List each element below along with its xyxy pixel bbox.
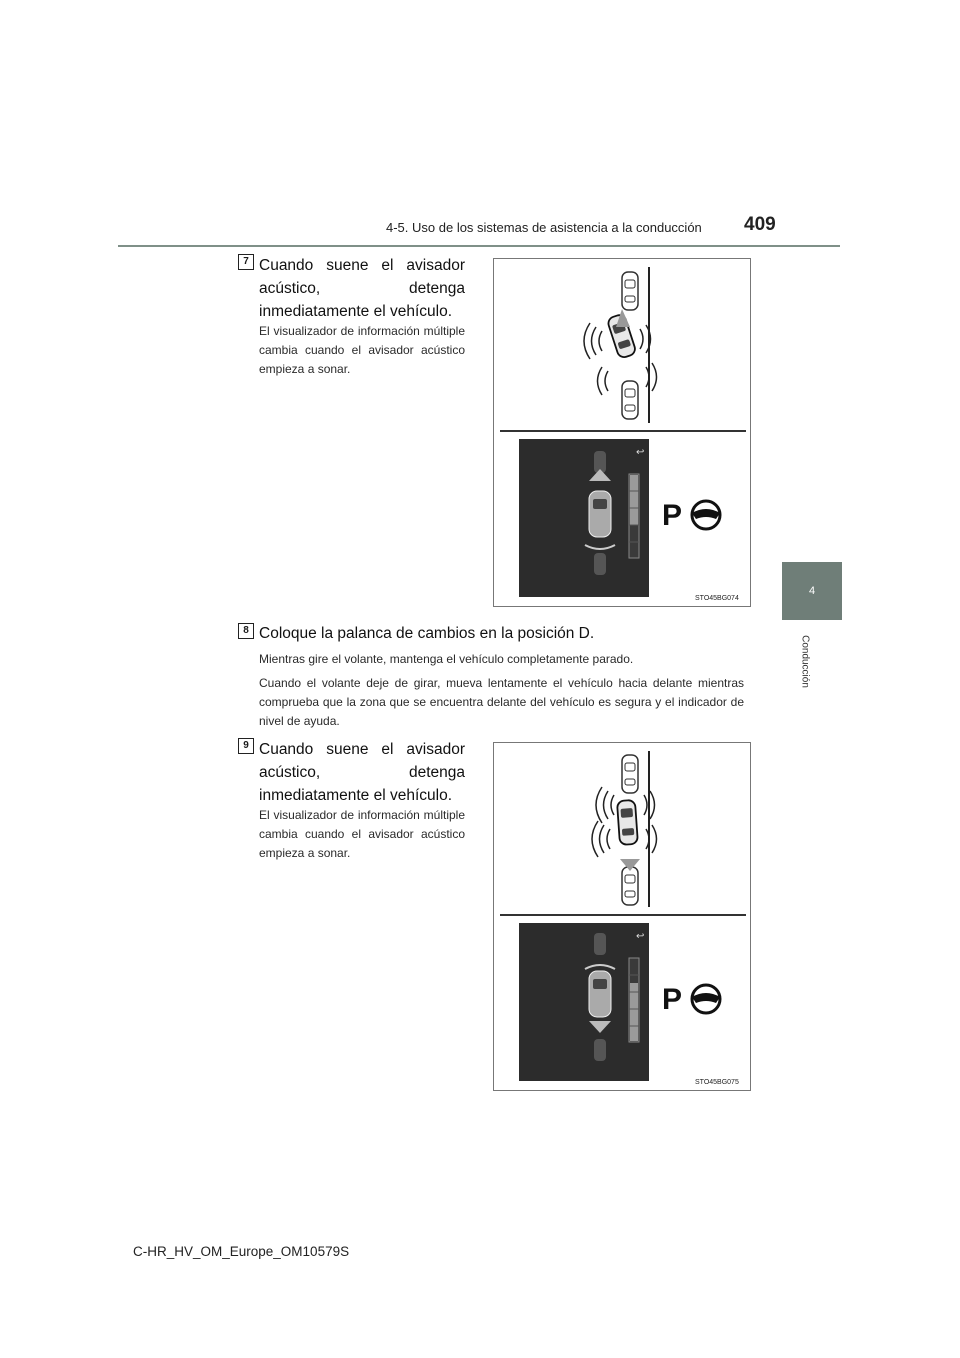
- section-title: 4-5. Uso de los sistemas de asistencia a la conducción: [386, 220, 702, 235]
- step-7-title: Cuando suene el avisador acústico, detenga inmediatamente el vehículo.: [259, 257, 465, 320]
- display-car-icon: [589, 491, 611, 537]
- step-number-8: 8: [238, 623, 254, 639]
- back-icon: ↩: [636, 931, 645, 942]
- step-7-description: El visualizador de información múltiple cambia cuando el avisador acústico empieza a sonar.: [259, 324, 465, 376]
- assist-level-bar: [629, 474, 639, 558]
- figure-code: STO45BG074: [695, 595, 739, 602]
- steering-wheel-icon: [692, 501, 720, 529]
- move-backward-arrow-icon: [589, 1021, 611, 1033]
- page-number: 409: [744, 214, 776, 235]
- step-number-7: 7: [238, 254, 254, 270]
- header-rule: [118, 245, 840, 247]
- steering-indicator: [662, 979, 732, 1019]
- figure-code: STO45BG075: [695, 1079, 739, 1086]
- car-ahead-icon: [622, 272, 638, 310]
- parking-p-label: P: [662, 499, 683, 532]
- chapter-tab: 4: [782, 562, 842, 620]
- multi-information-display: [519, 923, 649, 1081]
- steering-wheel-icon: [692, 985, 720, 1013]
- parking-p-label: P: [662, 983, 683, 1016]
- car-behind-icon: [622, 867, 638, 905]
- chapter-label-text: Conducción: [799, 635, 811, 688]
- multi-information-display: [519, 439, 649, 597]
- step-8-title: Coloque la palanca de cambios en la posición D.: [259, 625, 595, 642]
- parking-illustration-reverse: [494, 743, 750, 913]
- chapter-label: [790, 620, 811, 710]
- step-9-title: Cuando suene el avisador acústico, detenga inmediatamente el vehículo.: [259, 741, 465, 804]
- step-9-description: El visualizador de información múltiple cambia cuando el avisador acústico empieza a sonar.: [259, 808, 465, 860]
- car-ahead-icon: [622, 755, 638, 793]
- figure-step-9: [493, 742, 751, 1091]
- assist-level-bar: [629, 958, 639, 1042]
- own-car-icon: [617, 800, 638, 845]
- back-icon: ↩: [636, 447, 645, 458]
- figure-divider: [500, 914, 746, 916]
- figure-step-7: [493, 258, 751, 607]
- figure-divider: [500, 430, 746, 432]
- front-object-icon: [594, 933, 606, 955]
- step-8-note-2: Cuando el volante deje de girar, mueva lentamente el vehículo hacia delante mientras comprueba que la zona que se encuentra delante del vehículo es segura y el indicador de nivel de ayuda.: [259, 676, 744, 728]
- parking-illustration-forward: [494, 259, 750, 429]
- step-8-note-1: Mientras gire el volante, mantenga el vehículo completamente parado.: [259, 652, 634, 666]
- display-car-icon: [589, 971, 611, 1017]
- rear-object-icon: [594, 1039, 606, 1061]
- move-forward-arrow-icon: [589, 469, 611, 481]
- car-behind-icon: [622, 381, 638, 419]
- step-number-9: 9: [238, 738, 254, 754]
- document-id: C-HR_HV_OM_Europe_OM10579S: [133, 1244, 350, 1259]
- rear-object-icon: [594, 553, 606, 575]
- steering-indicator: [662, 495, 732, 535]
